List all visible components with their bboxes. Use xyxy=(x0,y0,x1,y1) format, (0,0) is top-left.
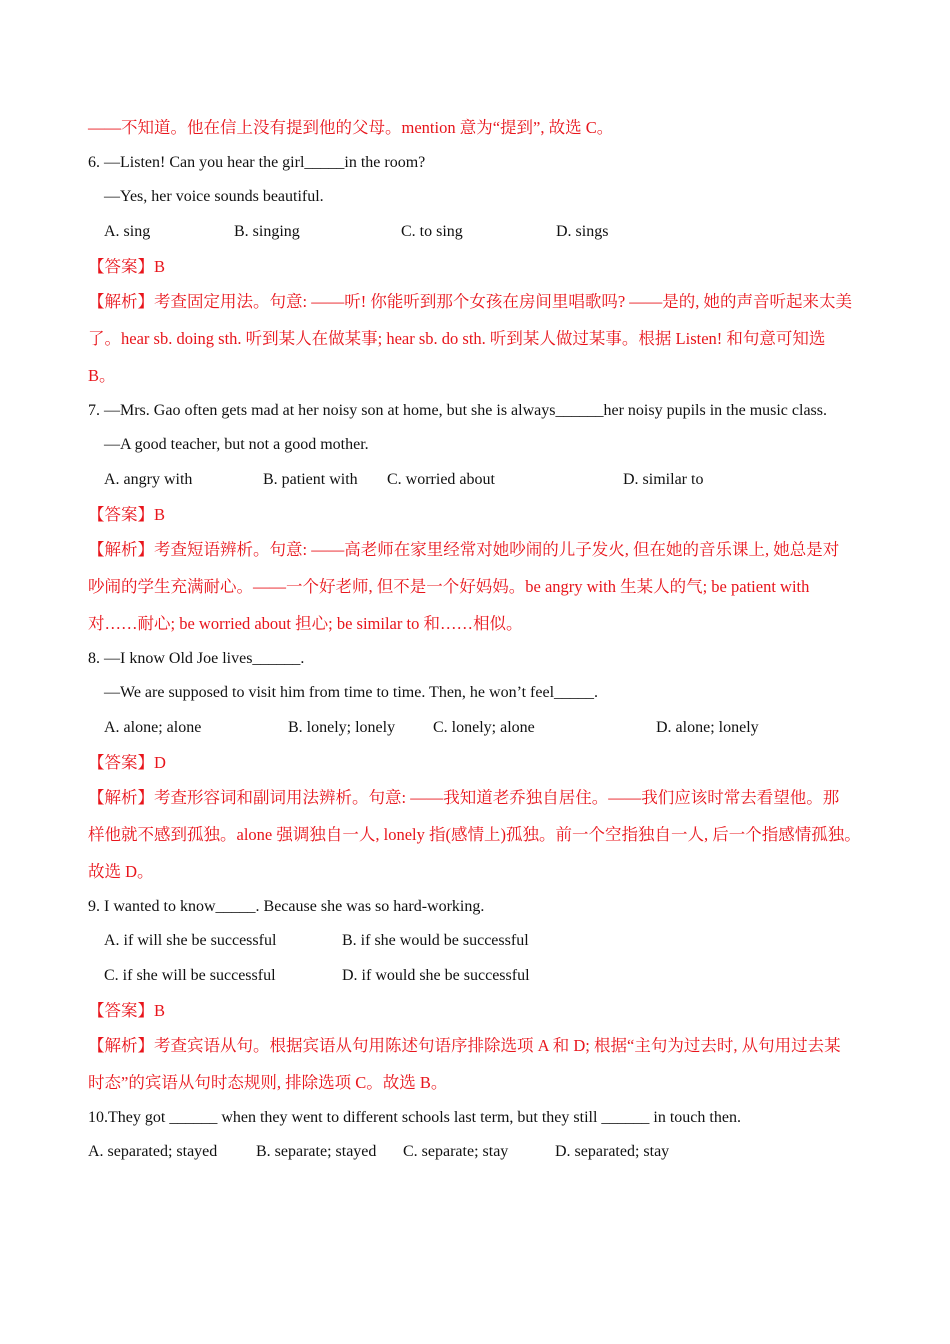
question-7-option-b: B. patient with xyxy=(263,471,358,488)
question-8-reply: —We are supposed to visit him from time to time. Then, he won’t feel_____. xyxy=(104,684,599,701)
question-6-analysis-line-1: 【解析】考查固定用法。句意: ——听! 你能听到那个女孩在房间里唱歌吗? ——是的, 她的声音听起来太美 xyxy=(88,292,853,311)
question-10-option-c: C. separate; stay xyxy=(403,1143,509,1160)
question-7-answer: 【答案】B xyxy=(88,505,166,524)
question-6-analysis-line-2: 了。hear sb. doing sth. 听到某人在做某事; hear sb. do sth. 听到某人做过某事。根据 Listen! 和句意可知选 xyxy=(88,329,826,348)
question-7-stem: 7. —Mrs. Gao often gets mad at her noisy son at home, but she is always______her noisy pupils in the music class. xyxy=(88,402,828,419)
question-6-stem: 6. —Listen! Can you hear the girl_____in the room? xyxy=(88,154,426,171)
question-6-option-a: A. sing xyxy=(104,223,151,240)
question-6-reply: —Yes, her voice sounds beautiful. xyxy=(104,188,324,205)
question-9-option-c: C. if she will be successful xyxy=(104,967,276,984)
question-8-answer: 【答案】D xyxy=(88,753,166,772)
question-9-stem: 9. I wanted to know_____. Because she was so hard-working. xyxy=(88,898,485,915)
question-8-analysis-line-2: 样他就不感到孤独。alone 强调独自一人, lonely 指(感情上)孤独。前一个空指独自一人, 后一个指感情孤独。 xyxy=(88,825,861,844)
question-8-option-c: C. lonely; alone xyxy=(433,719,535,736)
question-7-option-d: D. similar to xyxy=(623,471,704,488)
question-6-option-b: B. singing xyxy=(234,223,300,240)
question-7-analysis-line-1: 【解析】考查短语辨析。句意: ——高老师在家里经常对她吵闹的儿子发火, 但在她的音乐课上, 她总是对 xyxy=(88,540,840,559)
question-7-option-a: A. angry with xyxy=(104,471,193,488)
question-7-analysis-line-3: 对……耐心; be worried about 担心; be similar to 和……相似。 xyxy=(88,614,523,633)
question-8-option-b: B. lonely; lonely xyxy=(288,719,396,736)
question-8-option-d: D. alone; lonely xyxy=(656,719,759,736)
question-7-reply: —A good teacher, but not a good mother. xyxy=(104,436,369,453)
question-6-option-c: C. to sing xyxy=(401,223,463,240)
question-7-option-c: C. worried about xyxy=(387,471,495,488)
question-8-option-a: A. alone; alone xyxy=(104,719,202,736)
question-8-analysis-line-1: 【解析】考查形容词和副词用法辨析。句意: ——我知道老乔独自居住。——我们应该时常去看望他。那 xyxy=(88,788,840,807)
question-10-option-b: B. separate; stayed xyxy=(256,1143,377,1160)
intro-analysis: ——不知道。他在信上没有提到他的父母。mention 意为“提到”, 故选 C。 xyxy=(88,118,614,137)
question-9-answer: 【答案】B xyxy=(88,1001,166,1020)
question-9-analysis-line-1: 【解析】考查宾语从句。根据宾语从句用陈述句语序排除选项 A 和 D; 根据“主句为过去时, 从句用过去某 xyxy=(88,1036,841,1055)
question-9-analysis-line-2: 时态”的宾语从句时态规则, 排除选项 C。故选 B。 xyxy=(88,1073,448,1092)
question-6-option-d: D. sings xyxy=(556,223,609,240)
question-7-analysis-line-2: 吵闹的学生充满耐心。——一个好老师, 但不是一个好妈妈。be angry with 生某人的气; be patient with xyxy=(88,577,810,596)
question-10-option-a: A. separated; stayed xyxy=(88,1143,218,1160)
question-6-answer: 【答案】B xyxy=(88,257,166,276)
question-8-analysis-line-3: 故选 D。 xyxy=(88,862,154,881)
question-6-analysis-line-3: B。 xyxy=(88,366,116,385)
question-8-stem: 8. —I know Old Joe lives______. xyxy=(88,650,305,667)
question-9-option-d: D. if would she be successful xyxy=(342,967,530,984)
question-9-option-a: A. if will she be successful xyxy=(104,932,277,949)
question-9-option-b: B. if she would be successful xyxy=(342,932,529,949)
question-10-stem: 10.They got ______ when they went to different schools last term, but they still ______ in touch then. xyxy=(88,1109,741,1126)
question-10-option-d: D. separated; stay xyxy=(555,1143,670,1160)
